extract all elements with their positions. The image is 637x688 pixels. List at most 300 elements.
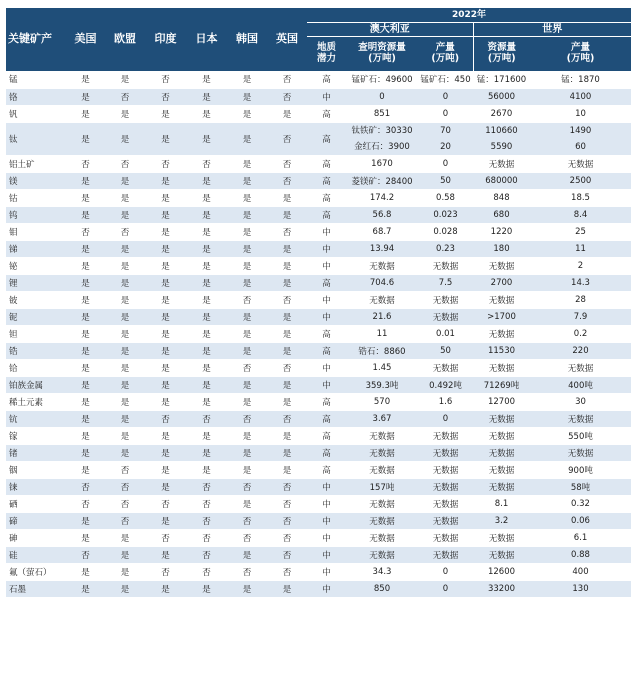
header-mineral: 关键矿产 xyxy=(6,8,66,71)
au-reserve-cell: 无数据 xyxy=(346,529,418,546)
au-output-cell: 0 xyxy=(418,580,473,597)
header-au-reserve-l1: 查明资源量 xyxy=(358,42,406,54)
country-flag-cell: 是 xyxy=(227,393,267,410)
country-flag-cell: 是 xyxy=(105,444,145,461)
country-flag-cell: 是 xyxy=(227,342,267,359)
country-flag-cell: 否 xyxy=(186,512,227,529)
potential-cell: 中 xyxy=(307,291,346,308)
au-output-cell: 0.023 xyxy=(418,206,473,223)
country-flag-cell: 是 xyxy=(186,189,227,206)
country-flag-cell: 是 xyxy=(145,478,186,495)
mineral-name-cell: 铝土矿 xyxy=(6,155,66,172)
au-reserve-cell: 无数据 xyxy=(346,257,418,274)
country-flag-cell: 是 xyxy=(145,342,186,359)
header-potential xyxy=(307,37,346,72)
country-flag-cell: 否 xyxy=(227,291,267,308)
country-flag-cell: 是 xyxy=(66,71,105,88)
country-flag-cell: 是 xyxy=(66,291,105,308)
country-flag-cell: 是 xyxy=(66,580,105,597)
au-output-cell: 无数据 xyxy=(418,529,473,546)
mineral-name-cell: 镓 xyxy=(6,427,66,444)
country-flag-cell: 是 xyxy=(186,308,227,325)
world-output-cell: 130 xyxy=(530,580,631,597)
country-flag-cell: 是 xyxy=(186,427,227,444)
au-output-cell-line1: 70 xyxy=(440,125,451,136)
mineral-name-cell: 硅 xyxy=(6,546,66,563)
potential-cell: 中 xyxy=(307,512,346,529)
header-au-output-l2: (万吨) xyxy=(431,53,460,64)
header-year: 2022年 xyxy=(307,8,631,23)
au-output-cell: 0 xyxy=(418,88,473,105)
country-flag-cell: 是 xyxy=(186,240,227,257)
world-output-cell: 550吨 xyxy=(530,427,631,444)
au-output-cell: 0.492吨 xyxy=(418,376,473,393)
country-flag-cell: 是 xyxy=(145,546,186,563)
country-flag-cell: 是 xyxy=(145,223,186,240)
au-output-cell: 无数据 xyxy=(418,495,473,512)
country-flag-cell: 是 xyxy=(145,122,186,155)
country-flag-cell: 是 xyxy=(145,359,186,376)
potential-cell: 高 xyxy=(307,155,346,172)
world-output-cell: 30 xyxy=(530,393,631,410)
au-output-cell: 锰矿石：450 xyxy=(418,71,473,88)
potential-cell: 高 xyxy=(307,71,346,88)
country-flag-cell: 是 xyxy=(227,461,267,478)
header-country-korea: 韩国 xyxy=(227,8,267,71)
world-reserve-cell: 2670 xyxy=(473,105,530,122)
header-world-reserve-l1: 资源量 xyxy=(487,42,516,54)
table-row xyxy=(6,240,631,257)
potential-cell: 中 xyxy=(307,223,346,240)
mineral-name-cell: 钒 xyxy=(6,105,66,122)
country-flag-cell: 是 xyxy=(267,325,307,342)
world-reserve-cell: 无数据 xyxy=(473,359,530,376)
mineral-name-cell: 铌 xyxy=(6,308,66,325)
table-row xyxy=(6,172,631,189)
world-reserve-cell: 180 xyxy=(473,240,530,257)
country-flag-cell: 是 xyxy=(145,172,186,189)
country-flag-cell: 是 xyxy=(145,580,186,597)
world-reserve-cell: 无数据 xyxy=(473,427,530,444)
country-flag-cell: 是 xyxy=(66,376,105,393)
country-flag-cell: 否 xyxy=(267,529,307,546)
au-reserve-cell-line1: 钛铁矿：30330 xyxy=(351,125,413,136)
world-output-cell: 2 xyxy=(530,257,631,274)
country-flag-cell: 是 xyxy=(66,308,105,325)
country-flag-cell: 是 xyxy=(66,410,105,427)
world-reserve-cell: 无数据 xyxy=(473,546,530,563)
world-reserve-cell: 1220 xyxy=(473,223,530,240)
country-flag-cell: 是 xyxy=(105,529,145,546)
country-flag-cell: 是 xyxy=(186,122,227,155)
country-flag-cell: 是 xyxy=(145,308,186,325)
country-flag-cell: 是 xyxy=(186,291,227,308)
world-output-cell: 无数据 xyxy=(530,444,631,461)
country-flag-cell: 否 xyxy=(186,529,227,546)
world-reserve-cell: 11530 xyxy=(473,342,530,359)
country-flag-cell: 是 xyxy=(267,308,307,325)
country-flag-cell: 是 xyxy=(227,189,267,206)
potential-cell: 高 xyxy=(307,122,346,155)
country-flag-cell: 是 xyxy=(267,240,307,257)
world-reserve-cell: >1700 xyxy=(473,308,530,325)
country-flag-cell: 是 xyxy=(66,88,105,105)
au-reserve-cell: 13.94 xyxy=(346,240,418,257)
country-flag-cell: 是 xyxy=(186,88,227,105)
world-output-cell: 28 xyxy=(530,291,631,308)
header-au-reserve xyxy=(346,37,418,72)
country-flag-cell: 是 xyxy=(145,257,186,274)
table-row xyxy=(6,325,631,342)
country-flag-cell: 否 xyxy=(227,410,267,427)
world-reserve-cell: 3.2 xyxy=(473,512,530,529)
table-row xyxy=(6,478,631,495)
potential-cell: 中 xyxy=(307,546,346,563)
world-output-cell: 400 xyxy=(530,563,631,580)
country-flag-cell: 是 xyxy=(145,274,186,291)
potential-cell: 中 xyxy=(307,308,346,325)
au-reserve-cell: 704.6 xyxy=(346,274,418,291)
au-output-cell: 0 xyxy=(418,105,473,122)
country-flag-cell: 否 xyxy=(145,155,186,172)
table-row xyxy=(6,563,631,580)
country-flag-cell: 是 xyxy=(227,155,267,172)
header-world-output-l2: (万吨) xyxy=(566,53,595,64)
potential-cell: 高 xyxy=(307,342,346,359)
world-output-cell: 400吨 xyxy=(530,376,631,393)
country-flag-cell: 是 xyxy=(66,461,105,478)
table-row xyxy=(6,223,631,240)
country-flag-cell: 是 xyxy=(186,105,227,122)
country-flag-cell: 是 xyxy=(145,444,186,461)
country-flag-cell: 否 xyxy=(227,512,267,529)
potential-cell: 高 xyxy=(307,325,346,342)
minerals-table-container xyxy=(6,8,631,598)
au-reserve-cell: 21.6 xyxy=(346,308,418,325)
country-flag-cell: 是 xyxy=(267,257,307,274)
country-flag-cell: 否 xyxy=(186,546,227,563)
potential-cell: 中 xyxy=(307,359,346,376)
potential-cell: 高 xyxy=(307,189,346,206)
world-reserve-cell: 8.1 xyxy=(473,495,530,512)
country-flag-cell: 否 xyxy=(105,495,145,512)
world-output-cell: 18.5 xyxy=(530,189,631,206)
world-output-cell: 无数据 xyxy=(530,410,631,427)
au-output-cell: 无数据 xyxy=(418,291,473,308)
country-flag-cell: 否 xyxy=(105,461,145,478)
country-flag-cell: 是 xyxy=(66,172,105,189)
country-flag-cell: 是 xyxy=(267,444,307,461)
table-body xyxy=(6,71,631,597)
world-reserve-cell: 无数据 xyxy=(473,444,530,461)
world-reserve-cell-line1: 110660 xyxy=(485,125,518,136)
country-flag-cell: 是 xyxy=(267,393,307,410)
mineral-name-cell: 钛 xyxy=(6,122,66,155)
table-row xyxy=(6,189,631,206)
header-au-output xyxy=(418,37,473,72)
country-flag-cell: 是 xyxy=(267,580,307,597)
au-output-cell: 0 xyxy=(418,155,473,172)
au-output-cell: 无数据 xyxy=(418,257,473,274)
header-country-eu: 欧盟 xyxy=(105,8,145,71)
country-flag-cell: 是 xyxy=(227,308,267,325)
country-flag-cell: 否 xyxy=(267,172,307,189)
country-flag-cell: 否 xyxy=(186,563,227,580)
country-flag-cell: 是 xyxy=(227,88,267,105)
mineral-name-cell: 锆 xyxy=(6,342,66,359)
country-flag-cell: 是 xyxy=(267,206,307,223)
table-row xyxy=(6,155,631,172)
au-reserve-cell: 570 xyxy=(346,393,418,410)
potential-cell: 中 xyxy=(307,529,346,546)
country-flag-cell: 是 xyxy=(105,427,145,444)
country-flag-cell: 是 xyxy=(186,172,227,189)
country-flag-cell: 是 xyxy=(105,546,145,563)
country-flag-cell: 是 xyxy=(267,189,307,206)
world-output-cell: 无数据 xyxy=(530,359,631,376)
country-flag-cell: 是 xyxy=(227,495,267,512)
au-reserve-cell: 1.45 xyxy=(346,359,418,376)
mineral-name-cell: 钨 xyxy=(6,206,66,223)
country-flag-cell: 是 xyxy=(186,257,227,274)
potential-cell: 高 xyxy=(307,274,346,291)
country-flag-cell: 是 xyxy=(66,427,105,444)
world-output-cell: 14.3 xyxy=(530,274,631,291)
mineral-name-cell: 稀土元素 xyxy=(6,393,66,410)
header-potential-l2: 潜力 xyxy=(316,53,336,64)
country-flag-cell: 是 xyxy=(227,444,267,461)
table-row xyxy=(6,122,631,155)
header-country-us: 美国 xyxy=(66,8,105,71)
country-flag-cell: 是 xyxy=(145,325,186,342)
world-output-cell: 2500 xyxy=(530,172,631,189)
country-flag-cell: 是 xyxy=(66,393,105,410)
header-world: 世界 xyxy=(473,23,631,37)
table-row xyxy=(6,71,631,88)
header-australia: 澳大利亚 xyxy=(307,23,473,37)
country-flag-cell: 否 xyxy=(186,155,227,172)
au-reserve-cell: 无数据 xyxy=(346,461,418,478)
country-flag-cell: 是 xyxy=(186,325,227,342)
country-flag-cell: 否 xyxy=(66,223,105,240)
world-output-cell: 无数据 xyxy=(530,155,631,172)
country-flag-cell: 是 xyxy=(227,105,267,122)
world-reserve-cell: 2700 xyxy=(473,274,530,291)
header-country-uk: 英国 xyxy=(267,8,307,71)
au-reserve-cell: 851 xyxy=(346,105,418,122)
country-flag-cell: 否 xyxy=(227,563,267,580)
country-flag-cell: 是 xyxy=(227,580,267,597)
country-flag-cell: 是 xyxy=(145,240,186,257)
potential-cell: 高 xyxy=(307,393,346,410)
table-row xyxy=(6,512,631,529)
au-output-cell: 无数据 xyxy=(418,308,473,325)
table-row xyxy=(6,376,631,393)
country-flag-cell: 是 xyxy=(227,257,267,274)
country-flag-cell: 是 xyxy=(145,512,186,529)
header-au-reserve-l2: (万吨) xyxy=(368,53,396,64)
world-output-cell: 7.9 xyxy=(530,308,631,325)
country-flag-cell: 否 xyxy=(66,495,105,512)
country-flag-cell: 是 xyxy=(105,206,145,223)
au-output-cell: 0 xyxy=(418,410,473,427)
country-flag-cell: 是 xyxy=(186,71,227,88)
au-reserve-cell: 锰矿石：49600 xyxy=(346,71,418,88)
country-flag-cell: 否 xyxy=(267,359,307,376)
world-output-cell: 6.1 xyxy=(530,529,631,546)
world-reserve-cell xyxy=(473,122,530,155)
au-reserve-cell: 157吨 xyxy=(346,478,418,495)
au-output-cell: 无数据 xyxy=(418,427,473,444)
au-output-cell: 0.028 xyxy=(418,223,473,240)
world-output-cell: 25 xyxy=(530,223,631,240)
mineral-name-cell: 钼 xyxy=(6,223,66,240)
country-flag-cell: 否 xyxy=(267,512,307,529)
au-output-cell: 50 xyxy=(418,342,473,359)
country-flag-cell: 否 xyxy=(227,478,267,495)
header-potential-l1: 地质 xyxy=(316,42,336,54)
au-reserve-cell: 174.2 xyxy=(346,189,418,206)
potential-cell: 中 xyxy=(307,580,346,597)
table-row xyxy=(6,291,631,308)
country-flag-cell: 是 xyxy=(66,359,105,376)
country-flag-cell: 是 xyxy=(105,359,145,376)
world-reserve-cell: 无数据 xyxy=(473,478,530,495)
country-flag-cell: 是 xyxy=(186,376,227,393)
table-row xyxy=(6,444,631,461)
au-reserve-cell: 68.7 xyxy=(346,223,418,240)
country-flag-cell: 是 xyxy=(66,105,105,122)
table-row xyxy=(6,461,631,478)
au-output-cell: 无数据 xyxy=(418,444,473,461)
au-reserve-cell: 无数据 xyxy=(346,546,418,563)
country-flag-cell: 否 xyxy=(186,410,227,427)
au-reserve-cell: 0 xyxy=(346,88,418,105)
potential-cell: 高 xyxy=(307,461,346,478)
country-flag-cell: 是 xyxy=(105,105,145,122)
country-flag-cell: 是 xyxy=(66,257,105,274)
world-reserve-cell: 无数据 xyxy=(473,529,530,546)
table-row xyxy=(6,495,631,512)
potential-cell: 中 xyxy=(307,257,346,274)
country-flag-cell: 是 xyxy=(186,206,227,223)
au-reserve-cell xyxy=(346,122,418,155)
country-flag-cell: 是 xyxy=(66,512,105,529)
mineral-name-cell: 锗 xyxy=(6,444,66,461)
country-flag-cell: 是 xyxy=(105,376,145,393)
table-row xyxy=(6,410,631,427)
world-reserve-cell: 680 xyxy=(473,206,530,223)
country-flag-cell: 是 xyxy=(66,325,105,342)
au-reserve-cell-line2: 金红石：3900 xyxy=(354,141,410,152)
au-reserve-cell: 无数据 xyxy=(346,427,418,444)
country-flag-cell: 是 xyxy=(227,274,267,291)
world-reserve-cell-line2: 5590 xyxy=(490,141,513,152)
country-flag-cell: 是 xyxy=(145,291,186,308)
country-flag-cell: 是 xyxy=(66,206,105,223)
au-output-cell: 50 xyxy=(418,172,473,189)
au-reserve-cell: 锆石：8860 xyxy=(346,342,418,359)
table-row xyxy=(6,274,631,291)
au-output-cell: 无数据 xyxy=(418,461,473,478)
potential-cell: 高 xyxy=(307,105,346,122)
country-flag-cell: 是 xyxy=(267,427,307,444)
mineral-name-cell: 碲 xyxy=(6,512,66,529)
country-flag-cell: 否 xyxy=(267,495,307,512)
country-flag-cell: 是 xyxy=(145,376,186,393)
au-reserve-cell: 1670 xyxy=(346,155,418,172)
country-flag-cell: 是 xyxy=(186,223,227,240)
country-flag-cell: 是 xyxy=(267,105,307,122)
country-flag-cell: 是 xyxy=(105,274,145,291)
world-output-cell: 900吨 xyxy=(530,461,631,478)
table-row xyxy=(6,342,631,359)
au-output-cell: 0 xyxy=(418,563,473,580)
country-flag-cell: 否 xyxy=(267,122,307,155)
country-flag-cell: 否 xyxy=(267,223,307,240)
country-flag-cell: 是 xyxy=(186,444,227,461)
mineral-name-cell: 石墨 xyxy=(6,580,66,597)
potential-cell: 中 xyxy=(307,495,346,512)
world-reserve-cell: 12700 xyxy=(473,393,530,410)
country-flag-cell: 是 xyxy=(186,274,227,291)
world-output-cell-line1: 1490 xyxy=(569,125,592,136)
country-flag-cell: 是 xyxy=(66,274,105,291)
header-country-india: 印度 xyxy=(145,8,186,71)
country-flag-cell: 是 xyxy=(105,342,145,359)
header-country-japan: 日本 xyxy=(186,8,227,71)
country-flag-cell: 是 xyxy=(105,308,145,325)
mineral-name-cell: 铪 xyxy=(6,359,66,376)
mineral-name-cell: 铍 xyxy=(6,291,66,308)
country-flag-cell: 否 xyxy=(66,478,105,495)
country-flag-cell: 是 xyxy=(66,122,105,155)
table-row xyxy=(6,529,631,546)
au-output-cell: 7.5 xyxy=(418,274,473,291)
mineral-name-cell: 钴 xyxy=(6,189,66,206)
country-flag-cell: 是 xyxy=(105,291,145,308)
country-flag-cell: 是 xyxy=(105,172,145,189)
world-reserve-cell: 无数据 xyxy=(473,291,530,308)
country-flag-cell: 是 xyxy=(227,546,267,563)
au-reserve-cell: 3.67 xyxy=(346,410,418,427)
au-output-cell-line2: 20 xyxy=(440,141,451,152)
au-reserve-cell: 34.3 xyxy=(346,563,418,580)
world-reserve-cell: 680000 xyxy=(473,172,530,189)
country-flag-cell: 是 xyxy=(227,240,267,257)
potential-cell: 中 xyxy=(307,88,346,105)
table-row xyxy=(6,359,631,376)
country-flag-cell: 是 xyxy=(105,563,145,580)
country-flag-cell: 是 xyxy=(66,444,105,461)
country-flag-cell: 否 xyxy=(186,478,227,495)
world-output-cell: 0.32 xyxy=(530,495,631,512)
country-flag-cell: 是 xyxy=(145,189,186,206)
country-flag-cell: 是 xyxy=(145,393,186,410)
country-flag-cell: 否 xyxy=(66,546,105,563)
country-flag-cell: 是 xyxy=(66,189,105,206)
country-flag-cell: 否 xyxy=(145,529,186,546)
country-flag-cell: 是 xyxy=(66,342,105,359)
au-output-cell: 无数据 xyxy=(418,359,473,376)
potential-cell: 中 xyxy=(307,240,346,257)
au-reserve-cell: 无数据 xyxy=(346,291,418,308)
potential-cell: 高 xyxy=(307,410,346,427)
country-flag-cell: 是 xyxy=(66,240,105,257)
world-output-cell: 0.88 xyxy=(530,546,631,563)
country-flag-cell: 是 xyxy=(66,563,105,580)
table-row xyxy=(6,206,631,223)
